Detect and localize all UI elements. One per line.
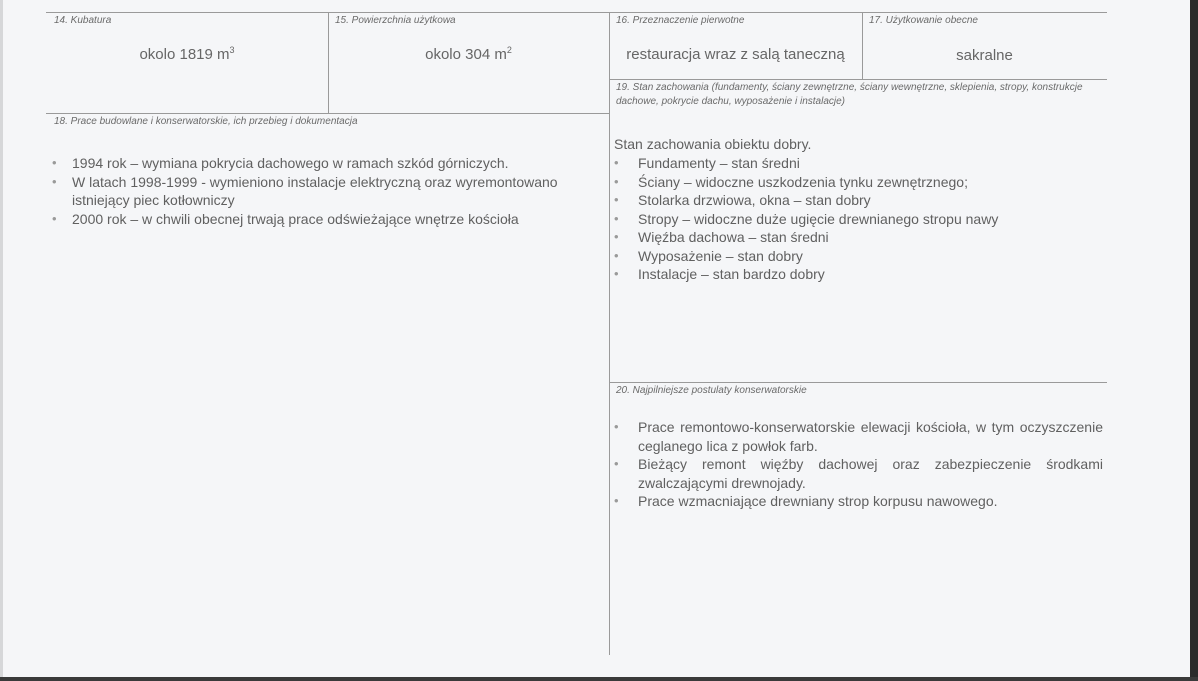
field-16-label: 16. Przeznaczenie pierwotne [616,15,745,26]
rule-under-14-15 [46,113,609,114]
list-item: • Prace remontowo-konserwatorskie elewacji kościoła, w tym oczyszczenie ceglanego lica z powłok farb. [608,418,1103,455]
list-item: • W latach 1998-1999 - wymieniono instalacje elektryczną oraz wyremontowano istniejący piec kotłowniczy [50,173,605,210]
list-item: • 2000 rok – w chwili obecnej trwają prace odświeżające wnętrze kościoła [50,210,605,229]
field-14-unit-exponent: 3 [229,45,235,55]
field-14-value-text: okolo 1819 m [139,46,230,63]
field-20-list [608,418,1103,511]
rule-v-main [609,12,610,655]
list-item: • Stropy – widoczne duże ugięcie drewnianego stropu nawy [608,210,1108,229]
rule-above-20 [609,382,1107,383]
field-19-label: 19. Stan zachowania (fundamenty, ściany zewnętrzne, ściany wewnętrzne, sklepienia, stropy, konstrukcje dachowe, pokrycie dachu, wyposażenie i instalacje) [616,82,1083,107]
field-18-label: 18. Prace budowlane i konserwatorskie, ich przebieg i dokumentacja [54,116,358,127]
list-item: • Fundamenty – stan średni [608,154,1108,173]
field-16-value: restauracja wraz z salą taneczną [626,46,845,63]
rule-under-16-17 [609,79,1107,80]
field-20-label: 20. Najpilniejsze postulaty konserwatorskie [616,385,807,396]
field-15-value [328,46,609,63]
list-item: • Bieżący remont więźby dachowej oraz zabezpieczenie środkami zwalczającymi drewnojady. [608,455,1103,492]
field-15-unit-exponent: 2 [506,45,512,55]
scan-edge-right [1190,0,1198,681]
field-15-value-text: okolo 304 m [425,46,507,63]
list-item: • Prace wzmacniające drewniany strop korpusu nawowego. [608,492,1103,511]
field-17-value: sakralne [956,47,1013,64]
field-15-label: 15. Powierzchnia użytkowa [335,15,456,26]
scan-edge-left [0,0,3,681]
rule-v-16-17 [862,12,863,79]
rule-top [46,12,1107,13]
list-item: • Stolarka drzwiowa, okna – stan dobry [608,191,1108,210]
list-item: • Ściany – widoczne uszkodzenia tynku zewnętrznego; [608,173,1108,192]
field-18-list [50,154,605,228]
field-14-value [46,46,328,63]
field-14-label: 14. Kubatura [54,15,112,26]
field-19-list [608,154,1108,284]
list-item: • Więźba dachowa – stan średni [608,228,1108,247]
list-item: • Wyposażenie – stan dobry [608,247,1108,266]
scan-edge-bottom [0,677,1198,681]
list-item: • 1994 rok – wymiana pokrycia dachowego w ramach szkód górniczych. [50,154,605,173]
field-19-intro: Stan zachowania obiektu dobry. [614,136,812,152]
field-17-label: 17. Użytkowanie obecne [869,15,978,26]
list-item: • Instalacje – stan bardzo dobry [608,265,1108,284]
